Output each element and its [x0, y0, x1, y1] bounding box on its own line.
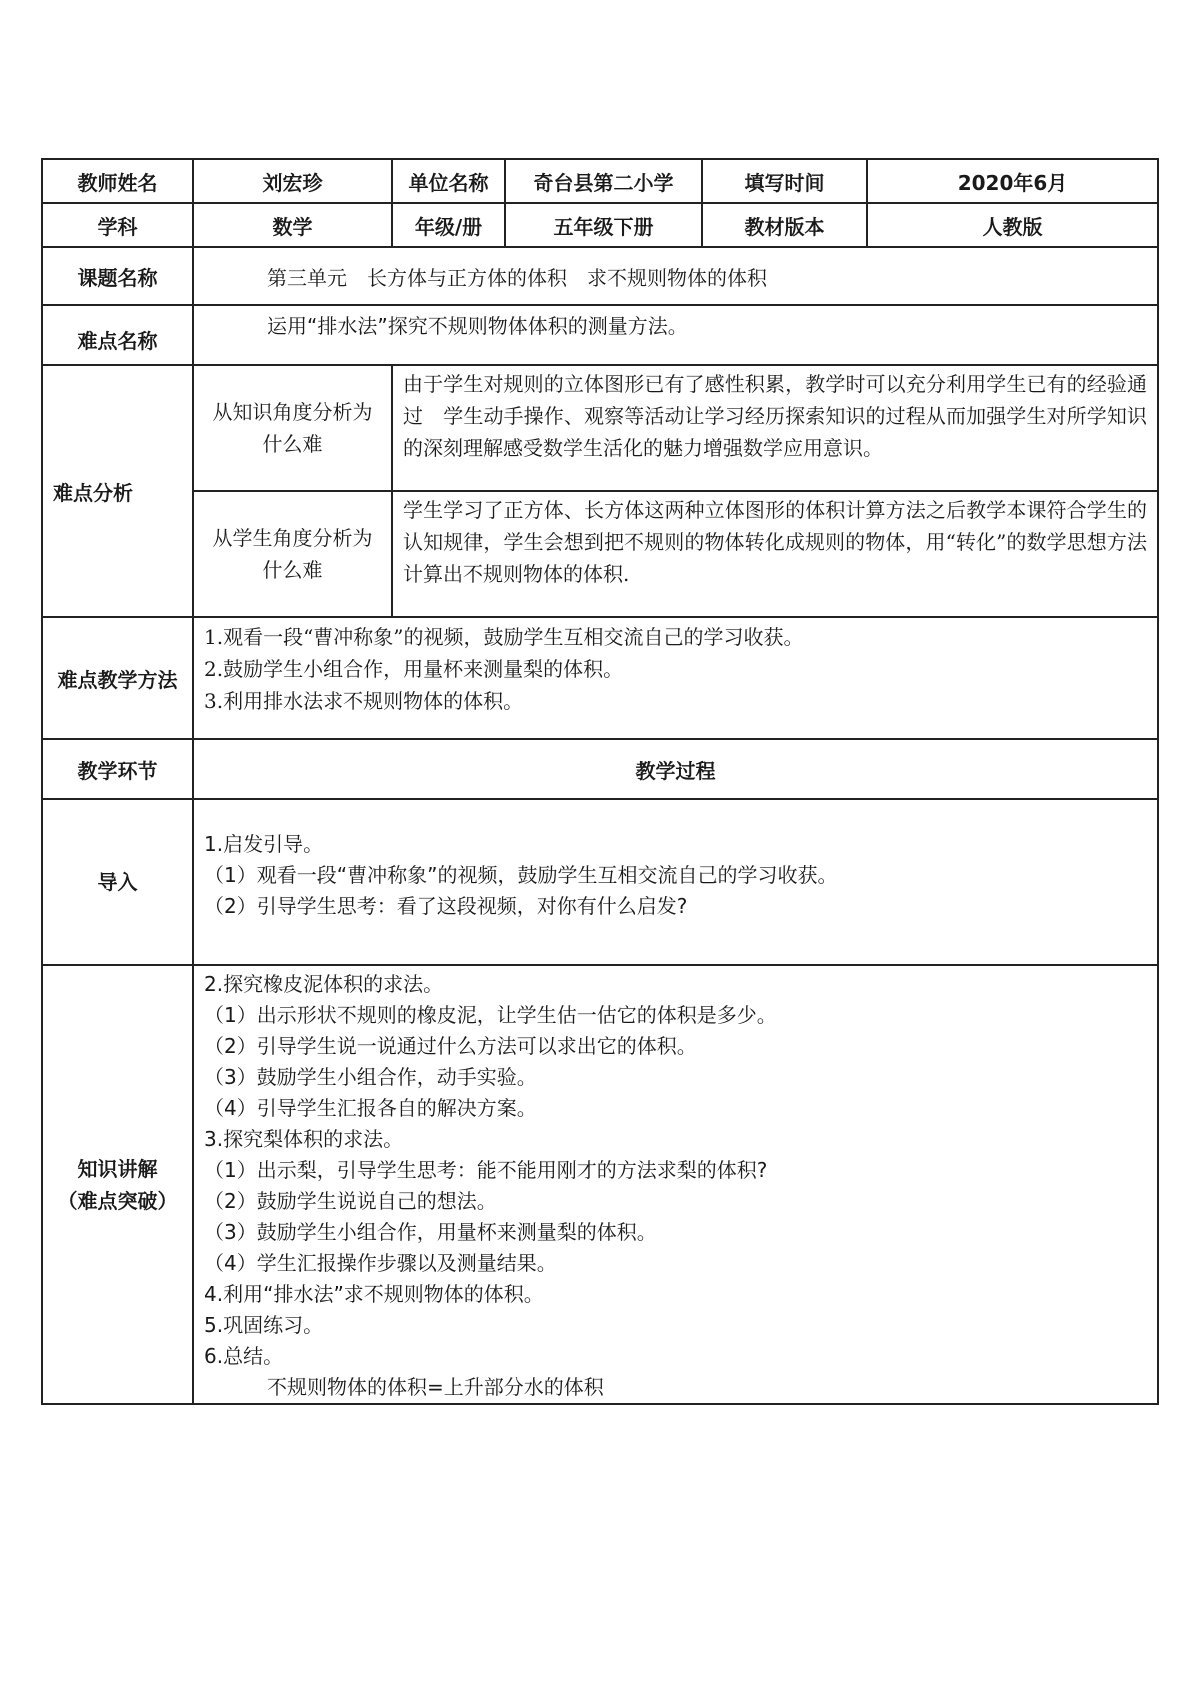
topic-row	[42, 247, 1158, 305]
lesson-plan-table	[41, 158, 1159, 1405]
topic-value: 第三单元 长方体与正方体的体积 求不规则物体的体积	[193, 247, 1158, 305]
analysis-label: 难点分析	[42, 365, 193, 617]
analysis-row-student	[42, 491, 1158, 617]
knowledge-line: 3.探究梨体积的求法。	[204, 1127, 404, 1151]
method-list	[193, 617, 1158, 739]
knowledge-formula: 不规则物体的体积=上升部分水的体积	[267, 1375, 604, 1399]
knowledge-line: （4）学生汇报操作步骤以及测量结果。	[204, 1251, 557, 1275]
process-header: 教学过程	[193, 739, 1158, 799]
teacher-label: 教师姓名	[42, 159, 193, 203]
method-label: 难点教学方法	[42, 617, 193, 739]
edition-value: 人教版	[867, 203, 1158, 247]
difficulty-label: 难点名称	[42, 305, 193, 365]
knowledge-line: 5.巩固练习。	[204, 1313, 324, 1337]
unit-label: 单位名称	[392, 159, 505, 203]
knowledge-line: 2.探究橡皮泥体积的求法。	[204, 972, 444, 996]
knowledge-content	[193, 965, 1158, 1404]
knowledge-line: 4.利用“排水法”求不规则物体的体积。	[204, 1282, 544, 1306]
knowledge-label-line2: （难点突破）	[57, 1188, 178, 1213]
difficulty-row	[42, 305, 1158, 365]
knowledge-row	[42, 965, 1158, 1404]
difficulty-value: 运用“排水法”探究不规则物体体积的测量方法。	[193, 305, 1158, 365]
knowledge-line: （4）引导学生汇报各自的解决方案。	[204, 1096, 537, 1120]
method-row	[42, 617, 1158, 739]
knowledge-label-line1: 知识讲解	[77, 1156, 158, 1181]
knowledge-line: （1）出示形状不规则的橡皮泥，让学生估一估它的体积是多少。	[204, 1003, 777, 1027]
intro-line: 1.启发引导。	[204, 831, 324, 856]
knowledge-line: （3）鼓励学生小组合作，动手实验。	[204, 1065, 537, 1089]
lesson-plan-document	[41, 158, 1157, 1405]
intro-line: （2）引导学生思考：看了这段视频，对你有什么启发?	[204, 893, 688, 918]
knowledge-angle-label: 从知识角度分析为什么难	[193, 365, 392, 491]
intro-line: （1）观看一段“曹冲称象”的视频，鼓励学生互相交流自己的学习收获。	[204, 862, 838, 887]
method-item: 1.观看一段“曹冲称象”的视频，鼓励学生互相交流自己的学习收获。	[204, 625, 804, 649]
date-label: 填写时间	[702, 159, 867, 203]
student-angle-label: 从学生角度分析为什么难	[193, 491, 392, 617]
process-header-row	[42, 739, 1158, 799]
knowledge-line: 6.总结。	[204, 1344, 284, 1368]
method-item: 2.鼓励学生小组合作，用量杯来测量梨的体积。	[204, 657, 624, 681]
analysis-row-knowledge	[42, 365, 1158, 491]
grade-value: 五年级下册	[505, 203, 702, 247]
topic-label: 课题名称	[42, 247, 193, 305]
subject-label: 学科	[42, 203, 193, 247]
info-row-1	[42, 159, 1158, 203]
knowledge-angle-text: 由于学生对规则的立体图形已有了感性积累，教学时可以充分利用学生已有的经验通过 学生动手操作、观察等活动让学习经历探索知识的过程从而加强学生对所学知识的深刻理解感受数学生活化的魅力增强数学应用意识。	[392, 365, 1158, 491]
knowledge-line: （2）鼓励学生说说自己的想法。	[204, 1189, 497, 1213]
teacher-value: 刘宏珍	[193, 159, 392, 203]
knowledge-label	[42, 965, 193, 1404]
grade-label: 年级/册	[392, 203, 505, 247]
student-angle-text: 学生学习了正方体、长方体这两种立体图形的体积计算方法之后教学本课符合学生的认知规律，学生会想到把不规则的物体转化成规则的物体，用“转化”的数学思想方法计算出不规则物体的体积.	[392, 491, 1158, 617]
subject-value: 数学	[193, 203, 392, 247]
method-item: 3.利用排水法求不规则物体的体积。	[204, 689, 524, 713]
knowledge-line: （3）鼓励学生小组合作，用量杯来测量梨的体积。	[204, 1220, 657, 1244]
edition-label: 教材版本	[702, 203, 867, 247]
date-value: 2020年6月	[867, 159, 1158, 203]
info-row-2	[42, 203, 1158, 247]
intro-row	[42, 799, 1158, 965]
knowledge-line: （1）出示梨，引导学生思考：能不能用刚才的方法求梨的体积?	[204, 1158, 768, 1182]
stage-header: 教学环节	[42, 739, 193, 799]
knowledge-line: （2）引导学生说一说通过什么方法可以求出它的体积。	[204, 1034, 697, 1058]
intro-label: 导入	[42, 799, 193, 965]
intro-content	[193, 799, 1158, 965]
unit-value: 奇台县第二小学	[505, 159, 702, 203]
